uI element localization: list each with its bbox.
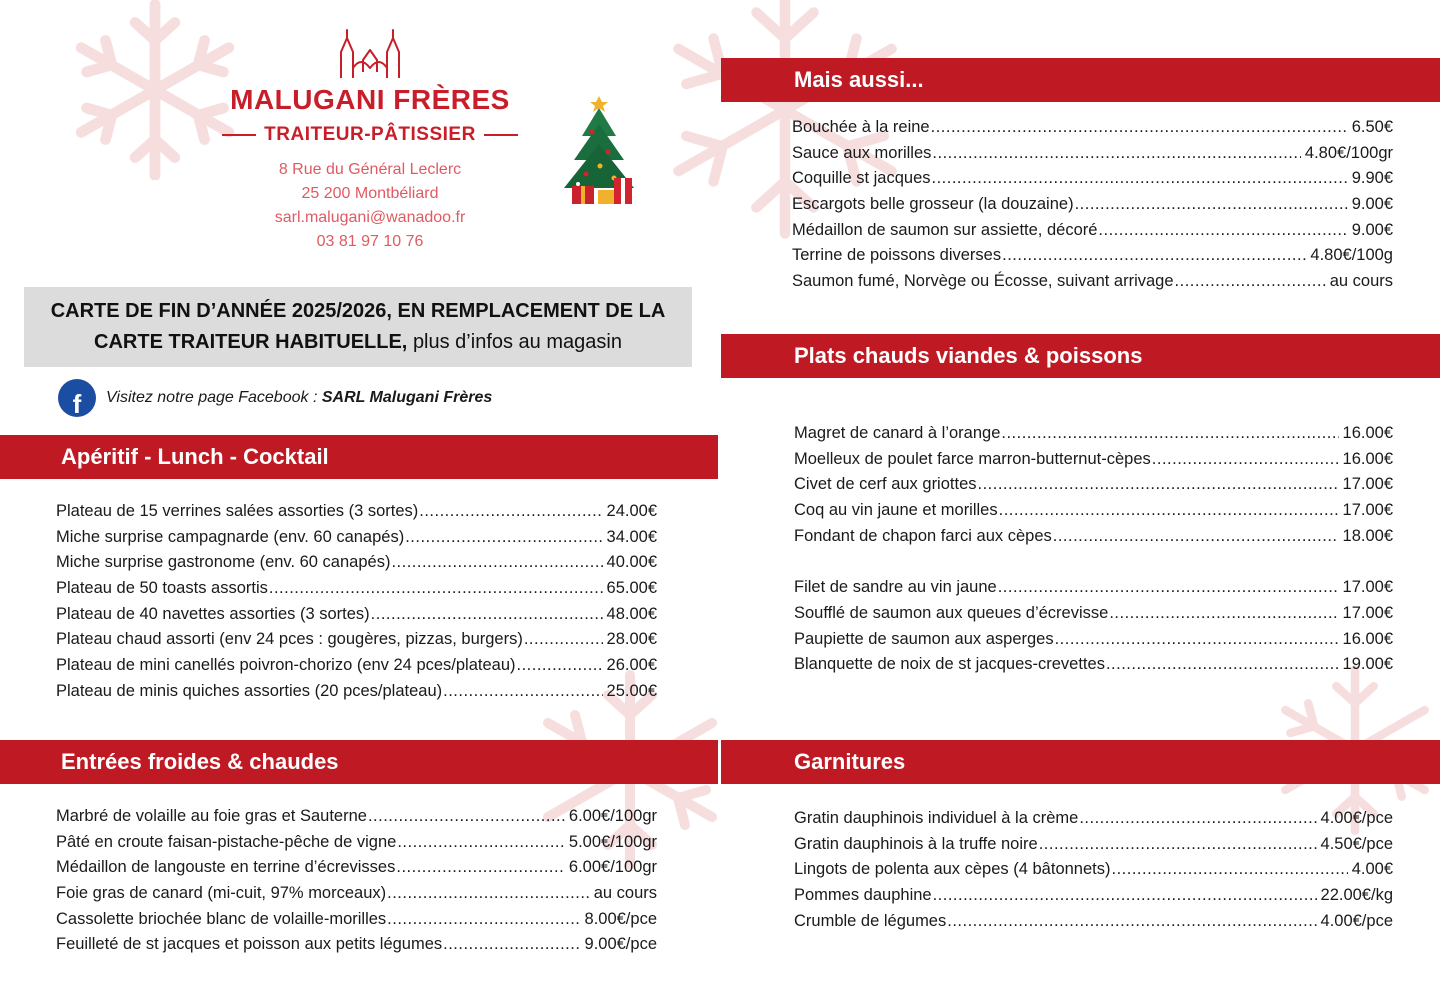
menu-item (794, 578, 1393, 604)
menu-item-price: 40.00€ (606, 553, 657, 572)
dot-leader (387, 910, 580, 929)
menu-item-price: 19.00€ (1342, 655, 1393, 674)
dot-leader (443, 935, 580, 954)
menu-item (56, 884, 657, 910)
notice-line2: CARTE TRAITEUR HABITUELLE, (94, 331, 408, 353)
menu-item-name: Escargots belle grosseur (la douzaine) (792, 195, 1074, 214)
menu-item-price: 22.00€/kg (1320, 886, 1393, 905)
menu-item (794, 424, 1393, 450)
menu-item-price: 17.00€ (1342, 578, 1393, 597)
dot-leader (1002, 246, 1306, 265)
menu-item-name: Médaillon de saumon sur assiette, décoré (792, 220, 1098, 239)
menu-item-price: 6.00€/100gr (568, 858, 657, 877)
menu-item-price: 17.00€ (1342, 475, 1393, 494)
menu-item (794, 527, 1393, 553)
menu-item-name: Cassolette briochée blanc de volaille-morilles (56, 909, 387, 928)
dot-leader (931, 118, 1348, 137)
menu-item (56, 630, 657, 656)
dot-leader (1075, 195, 1348, 214)
menu-item-name: Paupiette de saumon aux asperges (794, 629, 1054, 648)
menu-item-price: 25.00€ (606, 681, 657, 700)
menu-item-price: 9.90€ (1351, 169, 1393, 188)
contact-block (205, 158, 535, 254)
facebook-page-name[interactable]: SARL Malugani Frères (321, 389, 493, 406)
address-city: 25 200 Montbéliard (301, 185, 439, 202)
menu-item-price: 16.00€ (1342, 449, 1393, 468)
dot-leader (1039, 835, 1317, 854)
dot-leader (1109, 604, 1338, 623)
menu-item (56, 935, 657, 961)
notice-line1: CARTE DE FIN D’ANNÉE 2025/2026, EN REMPLACEMENT DE LA (50, 300, 666, 322)
menu-item-name: Bouchée à la reine (792, 118, 930, 136)
menu-item (56, 807, 657, 833)
menu-item (794, 630, 1393, 656)
menu-item (794, 475, 1393, 501)
menu-item-price: 4.50€/pce (1320, 834, 1393, 853)
menu-item-name: Coq au vin jaune et morilles (794, 501, 998, 520)
menu-item-price: 4.80€/100gr (1304, 143, 1393, 162)
dot-leader (1055, 630, 1339, 649)
menu-item-price: 9.00€ (1351, 220, 1393, 239)
menu-item (794, 501, 1393, 527)
dot-leader (947, 912, 1316, 931)
menu-item-price: 17.00€ (1342, 501, 1393, 520)
facebook-text: Visitez notre page Facebook : SARL Malugani Frères (106, 389, 493, 406)
menu-item (794, 835, 1393, 861)
dot-leader (397, 833, 565, 852)
menu-item (56, 910, 657, 936)
menu-item-price: 17.00€ (1342, 603, 1393, 622)
phone-number[interactable]: 03 81 97 10 76 (316, 233, 424, 250)
menu-item-name: Filet de sandre au vin jaune (794, 578, 997, 597)
menu-item (794, 655, 1393, 681)
aperitif-list (56, 502, 657, 708)
menu-item-name: Plateau de minis quiches assorties (20 pces/plateau) (56, 681, 443, 700)
menu-item-price: 4.00€ (1351, 860, 1393, 879)
menu-item-name: Marbré de volaille au foie gras et Sauterne (56, 807, 367, 825)
menu-item-name: Plateau de 40 navettes assorties (3 sortes) (56, 604, 370, 623)
menu-item-name: Pâté en croute faisan-pistache-pêche de vigne (56, 832, 397, 851)
menu-item-name: Blanquette de noix de st jacques-crevettes (794, 655, 1105, 674)
menu-item (794, 886, 1393, 912)
menu-item-price: 5.00€/100gr (568, 832, 657, 851)
dot-leader (1152, 450, 1339, 469)
section-header-entrees: Entrées froides & chaudes (0, 740, 718, 784)
menu-item-name: Fondant de chapon farci aux cèpes (794, 526, 1052, 545)
dot-leader (933, 886, 1317, 905)
menu-item-name: Lingots de polenta aux cèpes (4 bâtonnets) (794, 860, 1111, 879)
menu-item-name: Feuilleté de st jacques et poisson aux petits légumes (56, 935, 443, 954)
dot-leader (371, 605, 603, 624)
menu-item-name: Soufflé de saumon aux queues d’écrevisse (794, 603, 1109, 622)
menu-item (56, 833, 657, 859)
menu-item-name: Coquille st jacques (792, 169, 931, 188)
dot-leader (1175, 272, 1326, 291)
menu-item-price: 4.00€/pce (1320, 809, 1393, 827)
menu-item-price: 6.00€/100gr (568, 807, 657, 825)
dot-leader (368, 807, 565, 826)
menu-item (792, 144, 1393, 170)
menu-item-name: Foie gras de canard (mi-cuit, 97% morceaux) (56, 884, 387, 903)
menu-item (56, 502, 657, 528)
menu-item (56, 656, 657, 682)
menu-item-price: 34.00€ (606, 527, 657, 546)
menu-item (56, 553, 657, 579)
menu-item (792, 169, 1393, 195)
menu-item-name: Médaillon de langouste en terrine d’écrevisses (56, 858, 396, 877)
menu-item-price: 6.50€ (1351, 118, 1393, 136)
dot-leader (419, 502, 602, 521)
dot-leader (387, 884, 590, 903)
dot-leader (517, 656, 603, 675)
section-header-garnitures: Garnitures (721, 740, 1440, 784)
menu-item-name: Miche surprise gastronome (env. 60 canapés) (56, 553, 391, 572)
dot-leader (998, 578, 1339, 597)
dot-leader (443, 682, 602, 701)
dot-leader (1053, 527, 1339, 546)
facebook-link[interactable] (58, 379, 492, 417)
menu-item-price: 24.00€ (606, 502, 657, 520)
menu-item-price: au cours (593, 884, 657, 903)
dot-leader (932, 169, 1348, 188)
christmas-tree-icon (552, 90, 646, 212)
menu-item-name: Moelleux de poulet farce marron-butternut-cèpes (794, 449, 1151, 468)
address-street: 8 Rue du Général Leclerc (278, 161, 462, 178)
menu-item (56, 528, 657, 554)
section-header-plats: Plats chauds viandes & poissons (721, 334, 1440, 378)
menu-item-price: 16.00€ (1342, 629, 1393, 648)
dot-leader (1111, 860, 1347, 879)
menu-item (56, 605, 657, 631)
email-address[interactable]: sarl.malugani@wanadoo.fr (274, 209, 466, 226)
menu-item (794, 604, 1393, 630)
menu-item-name: Plateau de mini canellés poivron-chorizo (env 24 pces/plateau) (56, 656, 516, 675)
dot-leader (999, 501, 1339, 520)
castle-icon (335, 28, 405, 80)
menu-item-name: Civet de cerf aux griottes (794, 475, 977, 494)
menu-item (794, 912, 1393, 938)
dot-leader (405, 528, 602, 547)
dot-leader (1106, 655, 1339, 674)
menu-item (792, 272, 1393, 298)
menu-item-price: 18.00€ (1342, 526, 1393, 545)
menu-item-price: au cours (1329, 272, 1393, 291)
menu-item-price: 4.80€/100g (1310, 246, 1393, 265)
menu-item (792, 246, 1393, 272)
year-end-notice (24, 287, 692, 367)
notice-info: plus d’infos au magasin (412, 331, 622, 353)
menu-item (792, 195, 1393, 221)
menu-item-name: Plateau chaud assorti (env 24 pces : gougères, pizzas, burgers) (56, 630, 523, 649)
dot-leader (1079, 809, 1316, 828)
mais-aussi-list (792, 118, 1393, 298)
menu-item-price: 28.00€ (606, 630, 657, 649)
menu-item-price: 8.00€/pce (584, 909, 657, 928)
company-logo (205, 28, 535, 254)
menu-item (56, 682, 657, 708)
menu-item-name: Gratin dauphinois individuel à la crème (794, 809, 1079, 827)
menu-item-name: Plateau de 50 toasts assortis (56, 579, 268, 598)
section-header-mais-aussi: Mais aussi... (721, 58, 1440, 102)
menu-item (792, 221, 1393, 247)
plats-list (794, 424, 1393, 681)
menu-item-name: Miche surprise campagnarde (env. 60 canapés) (56, 527, 405, 546)
menu-item-price: 16.00€ (1342, 424, 1393, 442)
menu-item (792, 118, 1393, 144)
menu-item-price: 9.00€/pce (584, 935, 657, 954)
menu-item-price: 48.00€ (606, 604, 657, 623)
dot-leader (396, 858, 565, 877)
dot-leader (932, 144, 1301, 163)
menu-item (794, 809, 1393, 835)
section-header-aperitif: Apéritif - Lunch - Cocktail (0, 435, 718, 479)
menu-item (794, 860, 1393, 886)
menu-item-name: Terrine de poissons diverses (792, 246, 1002, 265)
menu-item-name: Sauce aux morilles (792, 143, 932, 162)
dot-leader (391, 553, 602, 572)
dot-leader (978, 475, 1339, 494)
dot-leader (1098, 221, 1347, 240)
menu-item (56, 858, 657, 884)
menu-item-name: Saumon fumé, Norvège ou Écosse, suivant arrivage (792, 272, 1174, 291)
menu-item-price: 26.00€ (606, 656, 657, 675)
garnitures-list (794, 809, 1393, 937)
entrees-list (56, 807, 657, 961)
brand-subtitle: TRAITEUR-PÂTISSIER (205, 124, 535, 146)
menu-item-price: 65.00€ (606, 579, 657, 598)
dot-leader (1001, 424, 1338, 443)
menu-item-name: Gratin dauphinois à la truffe noire (794, 834, 1038, 853)
menu-item-name: Pommes dauphine (794, 886, 932, 905)
menu-item-name: Plateau de 15 verrines salées assorties (3 sortes) (56, 502, 419, 520)
menu-item-price: 9.00€ (1351, 195, 1393, 214)
menu-item-price: 4.00€/pce (1320, 911, 1393, 930)
menu-item (794, 450, 1393, 476)
menu-item-name: Crumble de légumes (794, 911, 947, 930)
dot-leader (269, 579, 603, 598)
brand-name: MALUGANI FRÈRES (230, 84, 510, 115)
dot-leader (524, 630, 603, 649)
menu-item (56, 579, 657, 605)
facebook-icon[interactable]: f (58, 379, 96, 417)
menu-item-name: Magret de canard à l’orange (794, 424, 1001, 442)
